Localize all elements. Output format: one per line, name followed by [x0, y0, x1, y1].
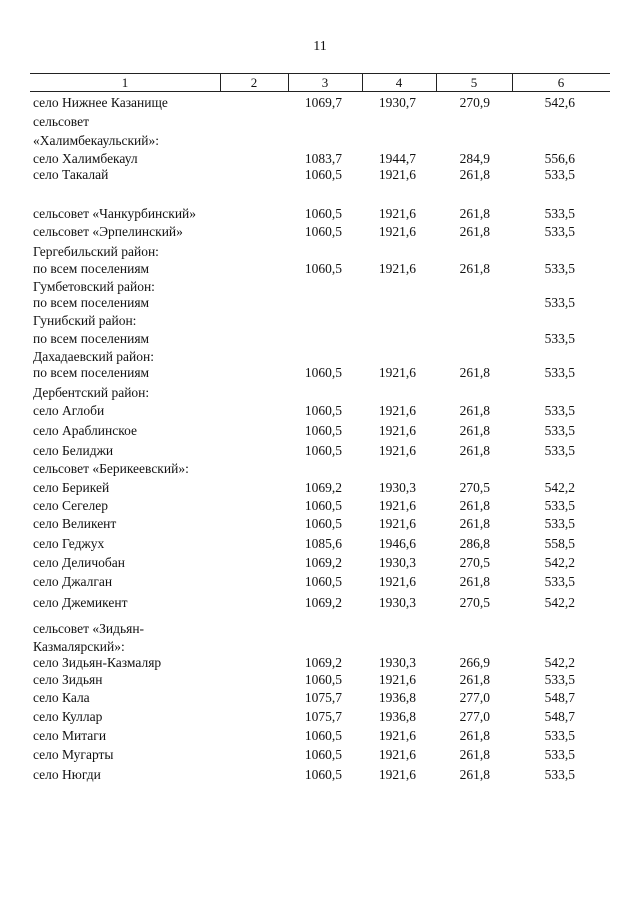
cell-col6: 542,2 [544, 480, 575, 495]
cell-col6: 533,5 [544, 574, 575, 589]
cell-col6: 542,2 [544, 595, 575, 610]
row-label: село Мугарты [33, 747, 114, 762]
row-label: село Джемикент [33, 595, 128, 610]
cell-col4: 1921,6 [378, 261, 416, 276]
cell-col4: 1930,3 [378, 480, 416, 495]
cell-col4: 1930,3 [378, 595, 416, 610]
row-label: сельсовет «Чанкурбинский» [33, 206, 197, 221]
row-label: село Зидьян [33, 672, 103, 687]
row-label: Дербентский район: [33, 385, 150, 400]
column-header-3: 3 [321, 75, 329, 90]
cell-col5: 261,8 [459, 574, 490, 589]
row-label: село Такалай [33, 167, 109, 182]
cell-col6: 542,2 [544, 655, 575, 670]
cell-col3: 1060,5 [304, 767, 342, 782]
cell-col4: 1921,6 [378, 574, 416, 589]
cell-col6: 533,5 [544, 728, 575, 743]
cell-col5: 277,0 [459, 709, 490, 724]
column-header-6: 6 [557, 75, 565, 90]
cell-col5: 261,8 [459, 672, 490, 687]
cell-col6: 533,5 [544, 767, 575, 782]
row-label: по всем поселениям [33, 331, 150, 346]
cell-col4: 1930,7 [378, 95, 416, 110]
cell-col3: 1060,5 [304, 443, 342, 458]
cell-col3: 1069,2 [304, 480, 342, 495]
cell-col3: 1075,7 [304, 709, 342, 724]
cell-col4: 1921,6 [378, 498, 416, 513]
row-label: сельсовет «Берикеевский»: [33, 461, 189, 476]
cell-col6: 533,5 [544, 167, 575, 182]
row-label: по всем поселениям [33, 365, 150, 380]
row-label: село Нижнее Казанище [33, 95, 168, 110]
cell-col5: 261,8 [459, 206, 490, 221]
row-label: село Митаги [33, 728, 107, 743]
cell-col6: 556,6 [544, 151, 575, 166]
row-label: село Берикей [33, 480, 110, 495]
cell-col3: 1060,5 [304, 728, 342, 743]
cell-col5: 286,8 [459, 536, 490, 551]
cell-col4: 1946,6 [378, 536, 416, 551]
cell-col6: 533,5 [544, 224, 575, 239]
cell-col5: 261,8 [459, 224, 490, 239]
cell-col5: 270,5 [459, 555, 490, 570]
cell-col4: 1930,3 [378, 655, 416, 670]
cell-col6: 533,5 [544, 365, 575, 380]
cell-col3: 1060,5 [304, 261, 342, 276]
cell-col3: 1075,7 [304, 690, 342, 705]
row-label: Дахадаевский район: [33, 349, 154, 364]
cell-col4: 1921,6 [378, 747, 416, 762]
cell-col6: 548,7 [544, 690, 575, 705]
cell-col5: 266,9 [459, 655, 490, 670]
cell-col5: 270,5 [459, 595, 490, 610]
cell-col5: 261,8 [459, 443, 490, 458]
cell-col5: 261,8 [459, 167, 490, 182]
column-header-1: 1 [121, 75, 129, 90]
page-number: 11 [313, 39, 327, 54]
cell-col3: 1060,5 [304, 423, 342, 438]
cell-col3: 1060,5 [304, 224, 342, 239]
cell-col5: 261,8 [459, 403, 490, 418]
row-label: село Сегелер [33, 498, 109, 513]
cell-col4: 1921,6 [378, 206, 416, 221]
cell-col5: 261,8 [459, 423, 490, 438]
cell-col4: 1921,6 [378, 423, 416, 438]
row-label: село Деличобан [33, 555, 125, 570]
header-top-border [30, 73, 610, 74]
row-label: Гумбетовский район: [33, 279, 155, 294]
row-label: сельсовет «Зидьян- [33, 621, 145, 636]
row-label: село Нюгди [33, 767, 101, 782]
row-label: село Белиджи [33, 443, 114, 458]
cell-col5: 270,5 [459, 480, 490, 495]
cell-col4: 1921,6 [378, 443, 416, 458]
cell-col5: 261,8 [459, 516, 490, 531]
cell-col6: 533,5 [544, 423, 575, 438]
cell-col4: 1936,8 [378, 690, 416, 705]
cell-col4: 1936,8 [378, 709, 416, 724]
row-label: село Великент [33, 516, 117, 531]
cell-col3: 1060,5 [304, 498, 342, 513]
cell-col6: 533,5 [544, 295, 575, 310]
row-label: село Геджух [33, 536, 105, 551]
cell-col6: 533,5 [544, 261, 575, 276]
cell-col3: 1060,5 [304, 403, 342, 418]
cell-col6: 558,5 [544, 536, 575, 551]
cell-col6: 533,5 [544, 443, 575, 458]
row-label: село Джалган [33, 574, 113, 589]
row-label: село Араблинское [33, 423, 137, 438]
cell-col6: 548,7 [544, 709, 575, 724]
cell-col6: 533,5 [544, 498, 575, 513]
cell-col4: 1921,6 [378, 516, 416, 531]
cell-col5: 261,8 [459, 498, 490, 513]
cell-col4: 1944,7 [378, 151, 416, 166]
column-header-4: 4 [395, 75, 403, 90]
row-label: сельсовет [33, 114, 89, 129]
cell-col5: 277,0 [459, 690, 490, 705]
cell-col5: 261,8 [459, 365, 490, 380]
row-label: по всем поселениям [33, 295, 150, 310]
cell-col5: 270,9 [459, 95, 490, 110]
cell-col5: 261,8 [459, 261, 490, 276]
cell-col6: 542,2 [544, 555, 575, 570]
cell-col4: 1921,6 [378, 224, 416, 239]
row-label: село Халимбекаул [33, 151, 138, 166]
cell-col3: 1069,7 [304, 95, 342, 110]
cell-col3: 1069,2 [304, 655, 342, 670]
cell-col3: 1060,5 [304, 516, 342, 531]
cell-col3: 1060,5 [304, 365, 342, 380]
row-label: село Куллар [33, 709, 103, 724]
cell-col3: 1060,5 [304, 167, 342, 182]
cell-col4: 1930,3 [378, 555, 416, 570]
cell-col3: 1060,5 [304, 574, 342, 589]
column-header-2: 2 [250, 75, 258, 90]
cell-col3: 1060,5 [304, 672, 342, 687]
row-label: Казмалярский»: [33, 639, 125, 654]
cell-col5: 261,8 [459, 767, 490, 782]
cell-col4: 1921,6 [378, 767, 416, 782]
row-label: Гергебильский район: [33, 244, 159, 259]
cell-col3: 1083,7 [304, 151, 342, 166]
cell-col5: 261,8 [459, 728, 490, 743]
cell-col4: 1921,6 [378, 365, 416, 380]
cell-col6: 533,5 [544, 672, 575, 687]
row-label: по всем поселениям [33, 261, 150, 276]
cell-col3: 1060,5 [304, 747, 342, 762]
cell-col6: 533,5 [544, 403, 575, 418]
cell-col3: 1069,2 [304, 595, 342, 610]
cell-col4: 1921,6 [378, 728, 416, 743]
cell-col6: 542,6 [544, 95, 575, 110]
row-label: село Аглоби [33, 403, 105, 418]
row-label: село Кала [33, 690, 90, 705]
cell-col4: 1921,6 [378, 403, 416, 418]
cell-col3: 1085,6 [304, 536, 342, 551]
cell-col3: 1060,5 [304, 206, 342, 221]
cell-col4: 1921,6 [378, 672, 416, 687]
cell-col6: 533,5 [544, 747, 575, 762]
cell-col6: 533,5 [544, 206, 575, 221]
cell-col5: 261,8 [459, 747, 490, 762]
cell-col5: 284,9 [459, 151, 490, 166]
row-label: сельсовет «Эрпелинский» [33, 224, 183, 239]
row-label: Гунибский район: [33, 313, 137, 328]
header-bottom-border [30, 91, 610, 92]
cell-col6: 533,5 [544, 516, 575, 531]
column-header-5: 5 [470, 75, 478, 90]
row-label: село Зидьян-Казмаляр [33, 655, 162, 670]
cell-col3: 1069,2 [304, 555, 342, 570]
row-label: «Халимбекаульский»: [33, 133, 160, 148]
cell-col6: 533,5 [544, 331, 575, 346]
cell-col4: 1921,6 [378, 167, 416, 182]
